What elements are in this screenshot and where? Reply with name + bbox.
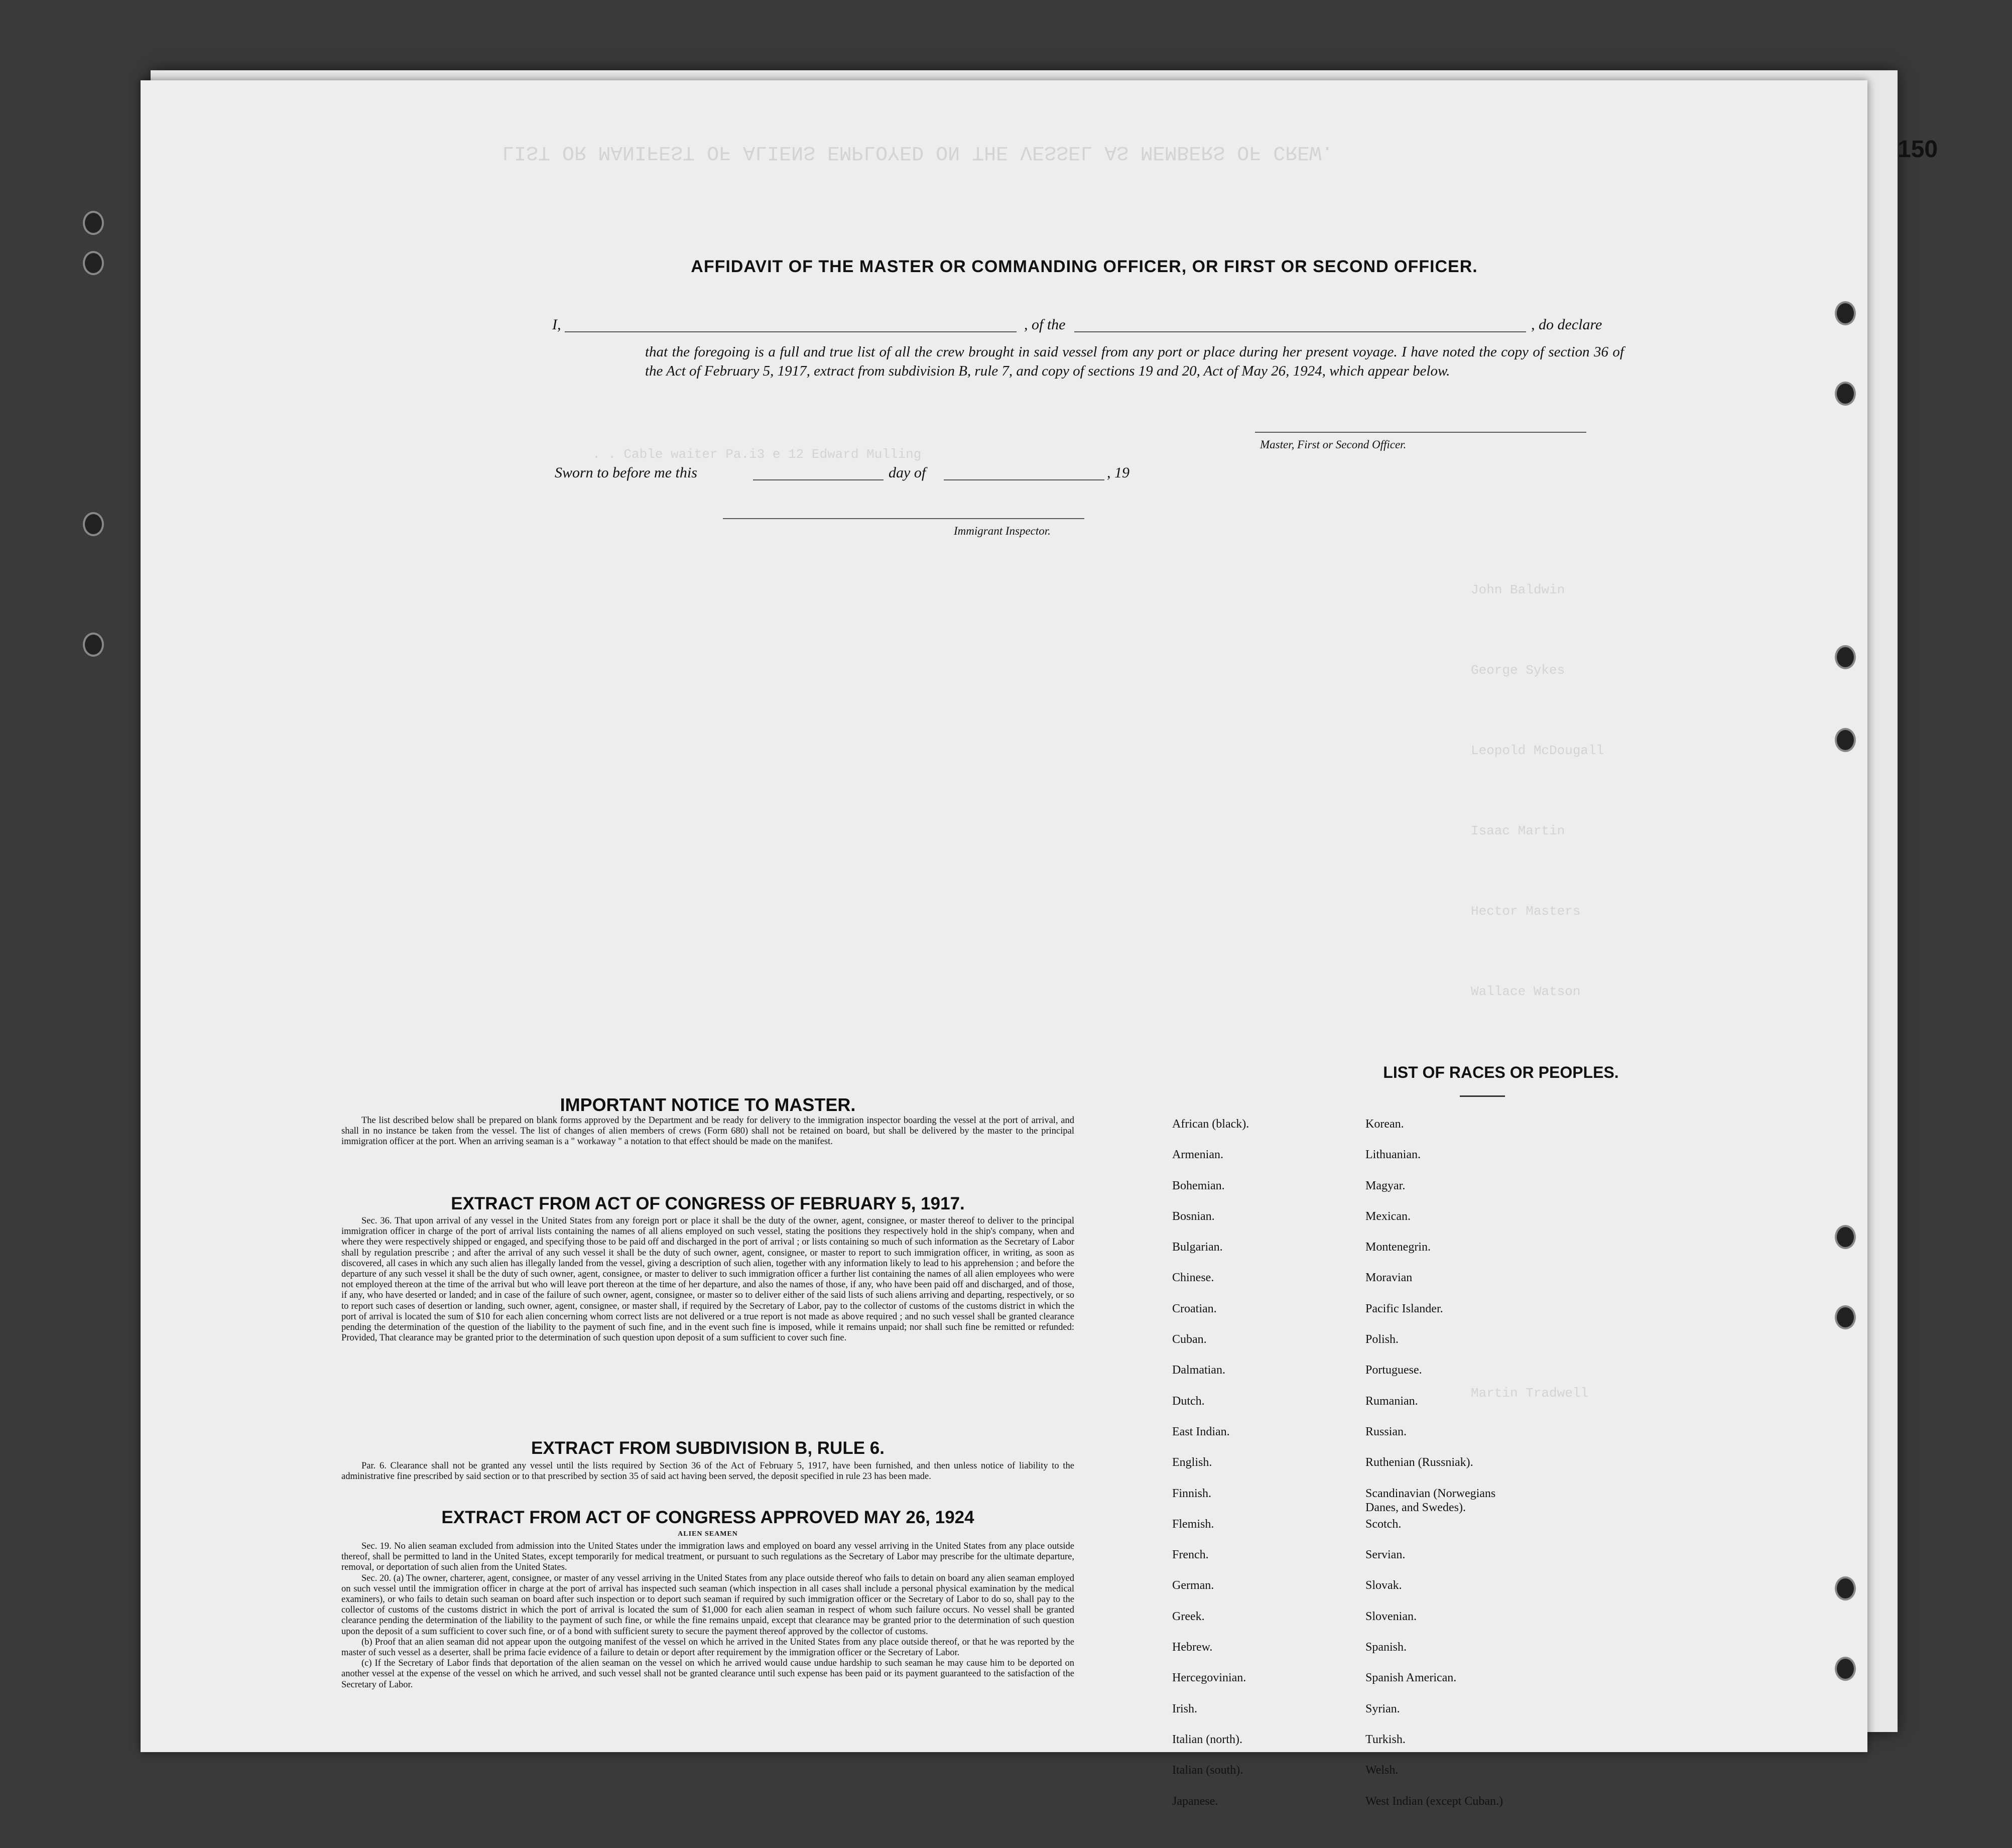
inspector-signature-blank [723,518,1084,519]
sworn-month-blank [944,479,1104,480]
of-the-label: , of the [1024,316,1066,333]
race-item: Dalmatian. [1172,1364,1225,1377]
race-item: English. [1172,1456,1212,1469]
binder-hole [83,633,104,657]
extract-rule6-title: EXTRACT FROM SUBDIVISION B, RULE 6. [531,1438,885,1458]
race-item: Moravian [1365,1271,1413,1285]
race-item: German. [1172,1579,1214,1592]
race-item: Hebrew. [1172,1641,1213,1654]
race-item: Cuban. [1172,1333,1207,1346]
extract-1924-title: EXTRACT FROM ACT OF CONGRESS APPROVED MAY 26, 1924 [441,1508,974,1527]
notice-title: IMPORTANT NOTICE TO MASTER. [560,1094,856,1115]
race-item: Servian. [1365,1548,1406,1562]
race-item: Turkish. [1365,1733,1406,1746]
race-item: French. [1172,1548,1209,1562]
binder-hole [1835,1657,1856,1681]
bleed-through-text: John Baldwin [1471,582,1565,597]
race-item: Spanish American. [1365,1671,1457,1685]
sworn-label: Sworn to before me this [555,464,697,481]
page-number: 150 [1898,136,1938,163]
race-item: Pacific Islander. [1365,1302,1443,1315]
binder-hole [1835,382,1856,406]
race-item: Finnish. [1172,1487,1212,1500]
race-item: East Indian. [1172,1425,1230,1438]
vessel-name-blank [1074,331,1526,332]
races-title-rule [1460,1095,1505,1097]
bleed-through-text: Hector Masters [1471,904,1581,919]
binder-hole [1835,1576,1856,1600]
notice-text: The list described below shall be prepared on blank forms approved by the Department and be ready for delivery to the immigration inspector boarding the vessel at the port of arrival, and shall in no instance be taken from the vessel. The list of changes of alien members of crews (Form 680) shall not be retained on board, but shall be delivered by the master to the principal immigration officer at the port. When an arriving seaman is a " workaway " a notation to that effect should be made on the manifest. [341,1116,1074,1147]
binder-hole [1835,728,1856,752]
extract-rule6-paragraph: Par. 6. Clearance shall not be granted any vessel until the lists required by Section 36 of the Act of February 5, 1917, have been furnished, and then unless notice of liability to the administrative fine prescribed by said section or to that prescribed by section 35 of said act having been served, the deposit specified in rule 23 has been made. [341,1461,1074,1482]
race-item: Montenegrin. [1365,1241,1431,1254]
race-item: Bosnian. [1172,1209,1215,1223]
race-item: Armenian. [1172,1148,1223,1162]
bleed-through-text: LIST OR MANIFEST OF ALIENS EMPLOYED ON THE VESSEL AS MEMBERS OF CREW. [502,141,1334,163]
master-signature-label: Master, First or Second Officer. [1260,438,1407,451]
race-item: Flemish. [1172,1517,1214,1531]
binder-hole [1835,301,1856,325]
extract-1924-paragraph: (c) If the Secretary of Labor finds that deportation of the alien seaman on the vessel on which he arrived would cause undue hardship to such seaman he may cause him to be deported on another vessel at the expense of the vessel on which he arrived, and such vessel shall not be granted clearance until such expense has been paid or its payment guaranteed to the satisfaction of the Secretary of Labor. [341,1658,1074,1690]
race-item: Magyar. [1365,1179,1406,1192]
bleed-through-text: George Sykes [1471,663,1565,678]
race-item: Bohemian. [1172,1179,1225,1192]
races-left-column [1172,1117,1373,1825]
race-item: Bulgarian. [1172,1241,1223,1254]
affidavit-i-label: I, [552,316,561,333]
race-item: Mexican. [1365,1209,1411,1223]
binder-hole [83,512,104,536]
extract-1924-paragraph: (b) Proof that an alien seaman did not appear upon the outgoing manifest of the vessel on which he arrived in the United States from any place outside thereof, or that he was reported by the master of such vessel as a deserter, shall be prima facie evidence of a failure to detain or deport after requirement by the immigration officer or the Secretary of Labor. [341,1637,1074,1658]
races-title: LIST OF RACES OR PEOPLES. [1383,1063,1619,1081]
race-item: Irish. [1172,1702,1197,1715]
bleed-through-text: Leopold McDougall [1471,743,1604,758]
extract-1924-text [341,1541,1074,1690]
race-item: Hercegovinian. [1172,1671,1246,1685]
race-item: Welsh. [1365,1764,1399,1777]
race-item: Portuguese. [1365,1364,1422,1377]
race-item: Dutch. [1172,1394,1205,1408]
extract-1917-text [341,1216,1074,1343]
race-item: Greek. [1172,1610,1205,1623]
binder-hole [1835,1305,1856,1329]
extract-1924-paragraph: Sec. 19. No alien seaman excluded from admission into the United States under the immigration laws and employed on board any vessel arriving in the United States from any place outside thereof, shall be permitted to land in the United States, except temporarily for medical treatment, or pursuant to such regulations as the Secretary of Labor may prescribe for the ultimate departure, removal, or deportation of such alien from the United States. [341,1541,1074,1573]
races-right-column [1365,1117,1566,1825]
race-item: West Indian (except Cuban.) [1365,1794,1503,1808]
master-name-blank [565,331,1017,332]
extract-rule6-text [341,1461,1074,1482]
year-label: , 19 [1107,464,1129,481]
race-item: Polish. [1365,1333,1399,1346]
extract-1917-title: EXTRACT FROM ACT OF CONGRESS OF FEBRUARY 5, 1917. [451,1194,965,1213]
race-item: Italian (south). [1172,1764,1243,1777]
affidavit-body: that the foregoing is a full and true list of all the crew brought in said vessel from any port or place during her present voyage. I have noted the copy of section 36 of the Act of February 5, 1917, extract from subdivision B, rule 7, and copy of sections 19 and 20, Act of May 26, 1924, which appear below. [645,344,1624,379]
extract-1917-paragraph: Sec. 36. That upon arrival of any vessel in the United States from any foreign port or place it shall be the duty of the owner, agent, consignee, or master thereof to deliver to the principal immigration officer in charge of the port of arrival lists containing the names of all aliens employed on such vessel, stating the positions they respectively hold in the ship's company, when and where they were respectively shipped or engaged, and specifying those to be paid off and discharged in the port of arrival ; or lists containing so much of such information as the Secretary of Labor shall by regulation prescribe ; and after the arrival of any such vessel it shall be the duty of such owner, agent, consignee, or master to report to such immigration officer, in writing, as soon as discovered, all cases in which any such alien has illegally landed from the vessel, giving a description of such alien, together with any information likely to lead to his apprehension ; and before the departure of any such vessel it shall be the duty of such owner, agent, consignee, or master to deliver to such immigration officer a further list containing the names of all alien employees who were not employed thereon at the time of the arrival but who will leave port thereon at the time of her departure, and also the names of those, if any, who have been paid off and discharged, and of those, if any, who have deserted or landed; and in case of the failure of such owner, agent, consignee, or master so to deliver either of the said lists of such aliens arriving and departing, respectively, or so to report such cases of desertion or landing, such owner, agent, consignee, or master shall, if required by the Secretary of Labor, pay to the collector of customs of the customs district in which the port of arrival is located the sum of $10 for each alien concerning whom correct lists are not delivered or a true report is not made as above required ; and no such vessel shall be granted clearance pending the determination of the question of the liability to the payment of such fine, and in the event such fine is imposed, while it remains unpaid; nor shall such fine be remitted or refunded: Provided, That clearance may be granted prior to the determination of such question upon deposit of a sum sufficient to cover such fine. [341,1216,1074,1343]
race-item: Lithuanian. [1365,1148,1421,1162]
bleed-through-text: Martin Tradwell [1471,1386,1589,1401]
alien-seamen-subhead: ALIEN SEAMEN [678,1530,738,1538]
race-item: Chinese. [1172,1271,1214,1285]
bleed-through-text: . . Cable waiter Pa.i3 e 12 Edward Mulling [592,447,922,462]
race-item: Russian. [1365,1425,1407,1438]
race-item: Japanese. [1172,1794,1218,1808]
binder-hole [1835,645,1856,669]
race-item: Italian (north). [1172,1733,1242,1746]
race-item: Rumanian. [1365,1394,1418,1408]
race-item: Croatian. [1172,1302,1217,1315]
binder-hole [1835,1225,1856,1249]
race-item: Slovenian. [1365,1610,1417,1623]
race-item: Ruthenian (Russniak). [1365,1456,1473,1469]
binder-hole [83,211,104,235]
binder-hole [83,251,104,275]
affidavit-title: AFFIDAVIT OF THE MASTER OR COMMANDING OFFICER, OR FIRST OR SECOND OFFICER. [691,257,1478,276]
race-item: Scotch. [1365,1517,1402,1531]
race-item: Spanish. [1365,1641,1407,1654]
master-signature-blank [1255,432,1586,433]
affidavit-sheet [141,80,1867,1808]
race-item: Korean. [1365,1118,1404,1131]
inspector-label: Immigrant Inspector. [954,525,1051,537]
day-of-label: day of [889,464,926,481]
extract-1924-paragraph: Sec. 20. (a) The owner, charterer, agent, consignee, or master of any vessel arriving in the United States from any place outside thereof who fails to detain on board any alien seaman employed on such vessel until the immigration officer in charge at the port of arrival has inspected such seaman (which inspection in all cases shall include a personal physical examination by the medical examiners), or who fails to detain such seaman on board after such inspection or to deport such seaman if required by such immigration officer or the Secretary of Labor to do so, shall pay to the collector of customs of the customs district in which the port of arrival is located the sum of $1,000 for each alien seaman in respect of whom such failure occurs. No vessel shall be granted clearance pending the determination of the liability to the payment of such fine, or while the fine remains unpaid, except that clearance may be granted prior to the determination of such question upon the deposit of a sum sufficient to cover such fine, or of a bond with sufficient surety to secure the payment thereof approved by the collector of customs. [341,1573,1074,1637]
bleed-through-text: Isaac Martin [1471,823,1565,838]
race-item: Scandinavian (Norwegians Danes, and Swedes). [1365,1487,1496,1514]
do-declare-label: , do declare [1531,316,1602,333]
bleed-through-text: Wallace Watson [1471,984,1581,999]
race-item: African (black). [1172,1118,1249,1131]
race-item: Syrian. [1365,1702,1400,1715]
sworn-day-blank [753,479,884,480]
race-item: Slovak. [1365,1579,1402,1592]
